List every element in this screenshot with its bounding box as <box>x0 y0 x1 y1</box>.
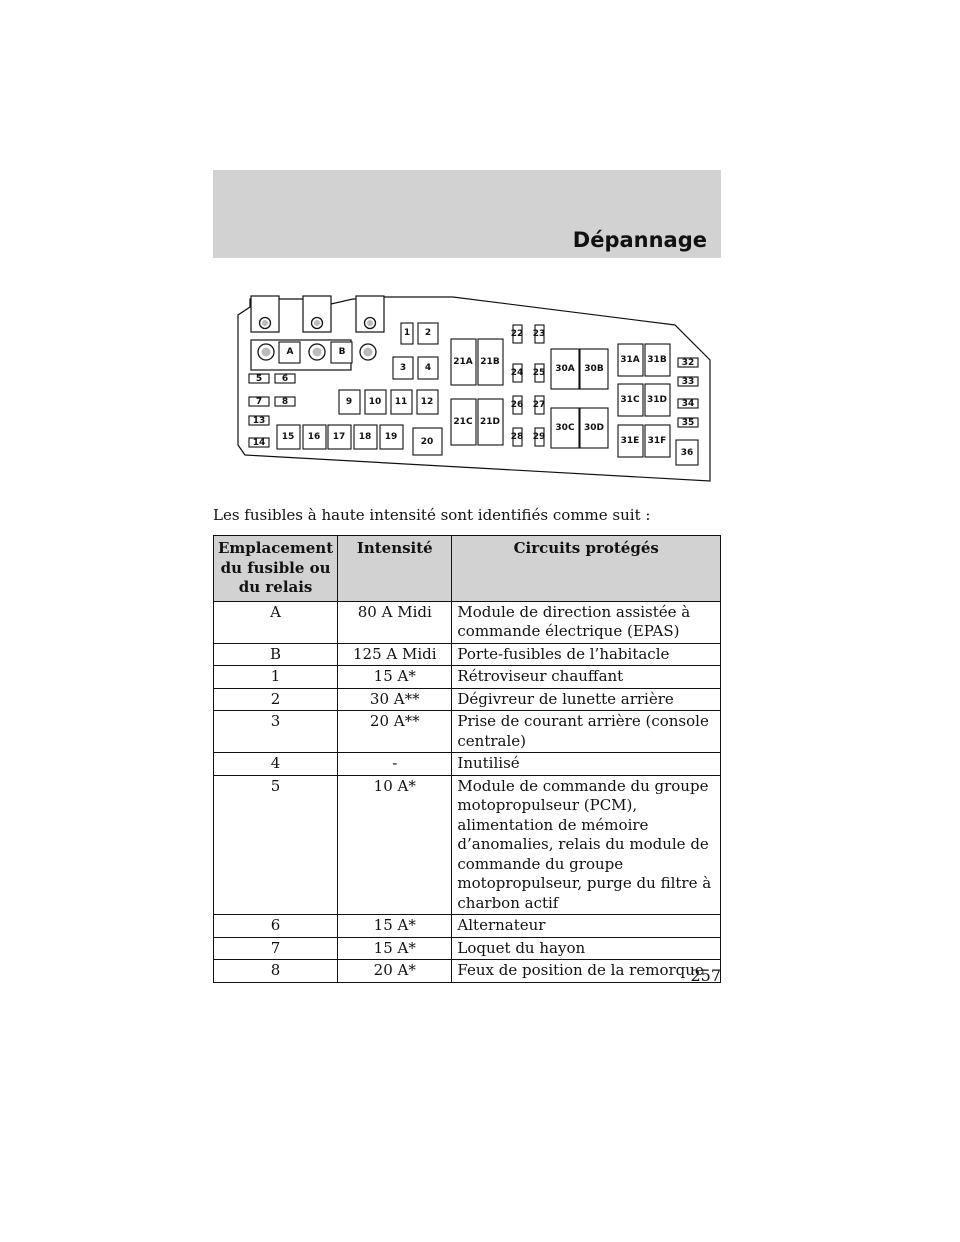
fuse-label: 6 <box>281 374 289 384</box>
cell-location: 8 <box>214 960 338 983</box>
fuse-label: 21A <box>453 357 473 367</box>
cell-location: 2 <box>214 688 338 711</box>
fuse-label: 29 <box>532 432 546 442</box>
fuse-label: 17 <box>332 432 346 442</box>
cell-rating: 10 A* <box>338 775 452 915</box>
table-row <box>214 775 721 915</box>
cell-circuits: Module de commande du groupe motopropulseur (PCM), alimentation de mémoire d’anomalies, relais du module de commande du groupe motopropulseur, purge du filtre à charbon actif <box>452 775 721 915</box>
fuse-label: 19 <box>384 432 398 442</box>
fuse-label: 33 <box>681 377 695 387</box>
fuse-label: 3 <box>399 363 407 373</box>
column-header-rating: Intensité <box>338 536 452 602</box>
cell-rating: - <box>338 753 452 776</box>
fuse-label: 31E <box>620 436 640 446</box>
fuse-label: 11 <box>394 397 408 407</box>
table-row <box>214 960 721 983</box>
table-row <box>214 711 721 753</box>
fuse-label: 32 <box>681 358 695 368</box>
table-row <box>214 666 721 689</box>
cell-rating: 15 A* <box>338 915 452 938</box>
table-row <box>214 643 721 666</box>
cell-circuits: Dégivreur de lunette arrière <box>452 688 721 711</box>
fuse-label: 31C <box>620 395 640 405</box>
section-title: Dépannage <box>572 228 707 252</box>
fuse-label: 13 <box>252 416 266 426</box>
cell-location: B <box>214 643 338 666</box>
intro-paragraph: Les fusibles à haute intensité sont identifiés comme suit : <box>213 506 651 524</box>
cell-rating: 20 A** <box>338 711 452 753</box>
fuse-label: 7 <box>255 397 263 407</box>
fuse-label: 27 <box>532 400 546 410</box>
fuse-label: 2 <box>424 328 432 338</box>
cell-location: A <box>214 601 338 643</box>
fuse-label: A <box>286 347 294 357</box>
cell-location: 7 <box>214 937 338 960</box>
cell-rating: 80 A Midi <box>338 601 452 643</box>
cell-circuits: Loquet du hayon <box>452 937 721 960</box>
fuse-label: 10 <box>368 397 382 407</box>
cell-location: 5 <box>214 775 338 915</box>
fuse-label: 21D <box>480 417 500 427</box>
fuse-label: 24 <box>510 368 524 378</box>
fuse-label: 31D <box>647 395 667 405</box>
fuse-label: 35 <box>681 418 695 428</box>
cell-circuits: Porte-fusibles de l’habitacle <box>452 643 721 666</box>
fuse-label: 30B <box>584 364 604 374</box>
fuse-label: 5 <box>255 374 263 384</box>
cell-location: 1 <box>214 666 338 689</box>
fuse-label: 18 <box>358 432 372 442</box>
cell-rating: 30 A** <box>338 688 452 711</box>
fuse-label: 20 <box>420 437 434 447</box>
cell-circuits: Rétroviseur chauffant <box>452 666 721 689</box>
cell-rating: 15 A* <box>338 937 452 960</box>
fuse-label: 22 <box>510 329 524 339</box>
fuse-label: 4 <box>424 363 432 373</box>
cell-circuits: Feux de position de la remorque <box>452 960 721 983</box>
fuse-label: 30A <box>555 364 575 374</box>
cell-rating: 20 A* <box>338 960 452 983</box>
fuse-label: 25 <box>532 368 546 378</box>
fuse-label: 26 <box>510 400 524 410</box>
column-header-location: Emplacement du fusible ou du relais <box>214 536 338 602</box>
page-number: 257 <box>690 966 721 985</box>
fuse-label: 34 <box>681 399 695 409</box>
fuse-label: 9 <box>345 397 353 407</box>
cell-location: 6 <box>214 915 338 938</box>
fuse-label: B <box>338 347 346 357</box>
fuse-label: 23 <box>532 329 546 339</box>
table-header-row <box>214 536 721 602</box>
fuse-label: 31A <box>620 355 640 365</box>
cell-location: 4 <box>214 753 338 776</box>
fuse-label: 12 <box>420 397 434 407</box>
fuse-label: 21C <box>453 417 473 427</box>
fuse-label: 8 <box>281 397 289 407</box>
fuse-label: 31F <box>647 436 667 446</box>
fuse-label: 1 <box>403 328 411 338</box>
fuse-label: 30C <box>555 423 575 433</box>
cell-circuits: Module de direction assistée à commande électrique (EPAS) <box>452 601 721 643</box>
cell-location: 3 <box>214 711 338 753</box>
section-header-band <box>213 170 721 258</box>
column-header-circuits: Circuits protégés <box>452 536 721 602</box>
table-row <box>214 601 721 643</box>
table-row <box>214 753 721 776</box>
table-row <box>214 915 721 938</box>
fuse-box-diagram <box>213 285 721 485</box>
fuse-label: 36 <box>680 448 694 458</box>
table-row <box>214 937 721 960</box>
fuse-table <box>213 535 721 983</box>
fuse-label: 15 <box>281 432 295 442</box>
fuse-label: 31B <box>647 355 667 365</box>
cell-rating: 125 A Midi <box>338 643 452 666</box>
cell-rating: 15 A* <box>338 666 452 689</box>
fuse-label: 30D <box>584 423 604 433</box>
fuse-label: 16 <box>307 432 321 442</box>
fuse-label: 28 <box>510 432 524 442</box>
cell-circuits: Prise de courant arrière (console centrale) <box>452 711 721 753</box>
fuse-label: 21B <box>480 357 500 367</box>
cell-circuits: Inutilisé <box>452 753 721 776</box>
cell-circuits: Alternateur <box>452 915 721 938</box>
fuse-label: 14 <box>252 438 266 448</box>
table-row <box>214 688 721 711</box>
